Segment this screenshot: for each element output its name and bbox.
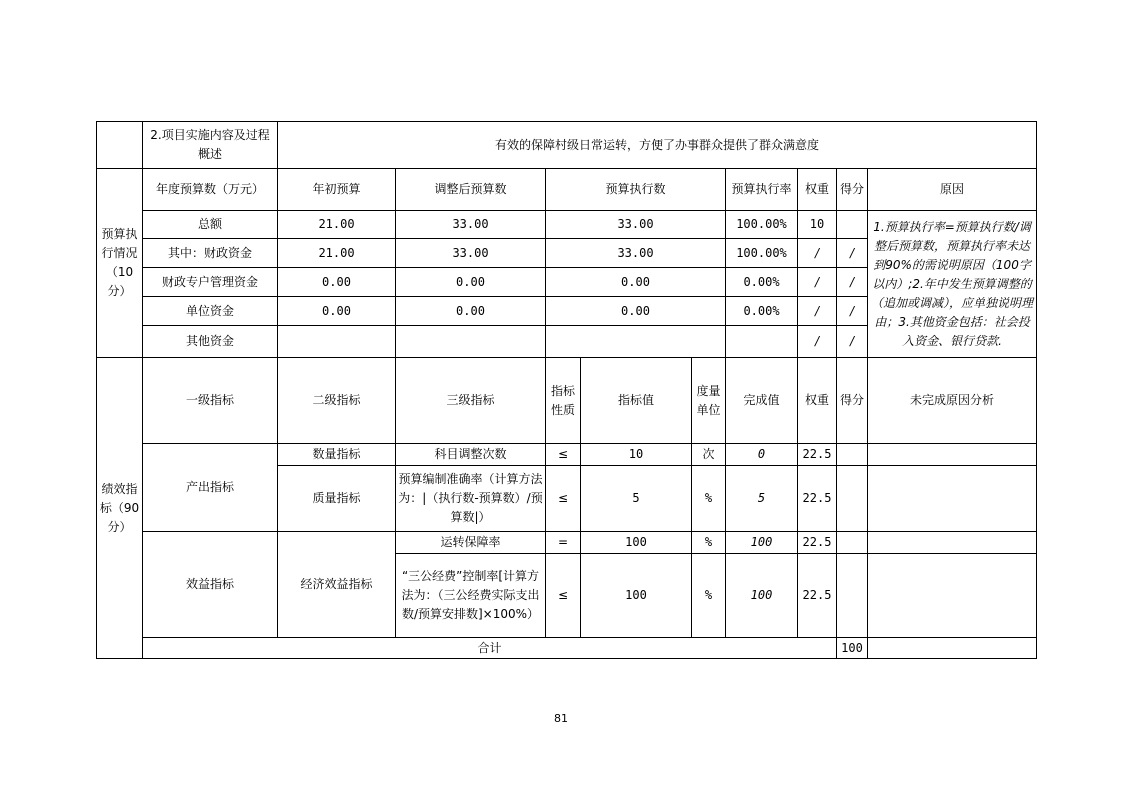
section-label: 2.项目实施内容及过程概述: [143, 122, 278, 169]
performance-header-row: [97, 358, 1037, 444]
page-number: 81: [554, 712, 568, 725]
budget-reason-note: 1.预算执行率=预算执行数/调整后预算数，预算执行率未达到90%的需说明原因（100字以内）;2.年中发生预算调整的（追加或调减），应单独说明理由；3.其他资金包括：社会投入资金、银行贷款.: [868, 211, 1037, 358]
col-level3: 三级指标: [396, 358, 546, 444]
budget-weight: 10: [798, 211, 837, 239]
unit-cell: %: [692, 554, 726, 638]
score-cell: [837, 532, 868, 554]
level1-cell: 产出指标: [143, 444, 278, 532]
blank-cell: [97, 122, 143, 169]
weight-cell: 22.5: [798, 532, 837, 554]
analysis-cell: [868, 532, 1037, 554]
budget-weight: /: [798, 268, 837, 297]
analysis-cell: [868, 466, 1037, 532]
level3-cell: “三公经费”控制率[计算方法为：（三公经费实际支出数/预算安排数]×100%）: [396, 554, 546, 638]
budget-rate: [726, 326, 798, 358]
nature-cell: ≤: [546, 554, 581, 638]
nature-cell: =: [546, 532, 581, 554]
budget-initial: [278, 326, 396, 358]
section-row: [97, 122, 1037, 169]
indicator-row: [97, 532, 1037, 554]
budget-score: [837, 211, 868, 239]
col-score: 得分: [837, 358, 868, 444]
unit-cell: 次: [692, 444, 726, 466]
level2-cell: 经济效益指标: [278, 532, 396, 638]
budget-adjusted: 0.00: [396, 268, 546, 297]
total-score: [868, 638, 1037, 659]
budget-adjusted: 0.00: [396, 297, 546, 326]
nature-cell: ≤: [546, 466, 581, 532]
budget-rate: 100.00%: [726, 239, 798, 268]
actual-cell: 100: [726, 532, 798, 554]
value-cell: 10: [581, 444, 692, 466]
score-cell: [837, 444, 868, 466]
nature-cell: ≤: [546, 444, 581, 466]
score-cell: [837, 554, 868, 638]
budget-item: 其他资金: [143, 326, 278, 358]
col-weight: 权重: [798, 169, 837, 211]
total-weight: 100: [837, 638, 868, 659]
budget-adjusted: 33.00: [396, 239, 546, 268]
col-initial: 年初预算: [278, 169, 396, 211]
budget-initial: 21.00: [278, 239, 396, 268]
budget-row: [97, 211, 1037, 239]
budget-rate: 0.00%: [726, 297, 798, 326]
level1-cell: 效益指标: [143, 532, 278, 638]
value-cell: 5: [581, 466, 692, 532]
col-score: 得分: [837, 169, 868, 211]
col-unit: 度量单位: [692, 358, 726, 444]
col-actual: 完成值: [726, 358, 798, 444]
budget-weight: /: [798, 297, 837, 326]
budget-category: 预算执行情况（10分）: [97, 169, 143, 358]
budget-item: 单位资金: [143, 297, 278, 326]
weight-cell: 22.5: [798, 444, 837, 466]
budget-item: 其中：财政资金: [143, 239, 278, 268]
score-cell: [837, 466, 868, 532]
budget-score: /: [837, 326, 868, 358]
level3-cell: 运转保障率: [396, 532, 546, 554]
budget-rate: 0.00%: [726, 268, 798, 297]
value-cell: 100: [581, 554, 692, 638]
budget-rate: 100.00%: [726, 211, 798, 239]
actual-cell: 5: [726, 466, 798, 532]
col-reason: 原因: [868, 169, 1037, 211]
budget-executed: [546, 326, 726, 358]
budget-initial: 21.00: [278, 211, 396, 239]
value-cell: 100: [581, 532, 692, 554]
unit-cell: %: [692, 466, 726, 532]
performance-category: 绩效指标（90分）: [97, 358, 143, 659]
budget-score: /: [837, 239, 868, 268]
weight-cell: 22.5: [798, 466, 837, 532]
budget-item: 财政专户管理资金: [143, 268, 278, 297]
budget-executed: 33.00: [546, 211, 726, 239]
budget-header-row: [97, 169, 1037, 211]
budget-item: 总额: [143, 211, 278, 239]
budget-executed: 33.00: [546, 239, 726, 268]
col-executed: 预算执行数: [546, 169, 726, 211]
budget-weight: /: [798, 326, 837, 358]
col-value: 指标值: [581, 358, 692, 444]
col-item: 年度预算数（万元）: [143, 169, 278, 211]
indicator-row: [97, 444, 1037, 466]
budget-adjusted: [396, 326, 546, 358]
col-rate: 预算执行率: [726, 169, 798, 211]
level3-cell: 科目调整次数: [396, 444, 546, 466]
performance-evaluation-table: [96, 121, 1037, 659]
level3-cell: 预算编制准确率（计算方法为：|（执行数-预算数）/预算数|）: [396, 466, 546, 532]
level2-cell: 数量指标: [278, 444, 396, 466]
actual-cell: 0: [726, 444, 798, 466]
total-label: 合计: [143, 638, 837, 659]
col-level2: 二级指标: [278, 358, 396, 444]
unit-cell: %: [692, 532, 726, 554]
budget-executed: 0.00: [546, 297, 726, 326]
analysis-cell: [868, 554, 1037, 638]
budget-executed: 0.00: [546, 268, 726, 297]
col-adjusted: 调整后预算数: [396, 169, 546, 211]
col-nature: 指标性质: [546, 358, 581, 444]
analysis-cell: [868, 444, 1037, 466]
weight-cell: 22.5: [798, 554, 837, 638]
actual-cell: 100: [726, 554, 798, 638]
budget-adjusted: 33.00: [396, 211, 546, 239]
col-weight: 权重: [798, 358, 837, 444]
budget-score: /: [837, 268, 868, 297]
col-analysis: 未完成原因分析: [868, 358, 1037, 444]
col-level1: 一级指标: [143, 358, 278, 444]
budget-initial: 0.00: [278, 297, 396, 326]
budget-score: /: [837, 297, 868, 326]
level2-cell: 质量指标: [278, 466, 396, 532]
section-content: 有效的保障村级日常运转，方便了办事群众提供了群众满意度: [278, 122, 1037, 169]
total-row: [97, 638, 1037, 659]
budget-initial: 0.00: [278, 268, 396, 297]
budget-weight: /: [798, 239, 837, 268]
